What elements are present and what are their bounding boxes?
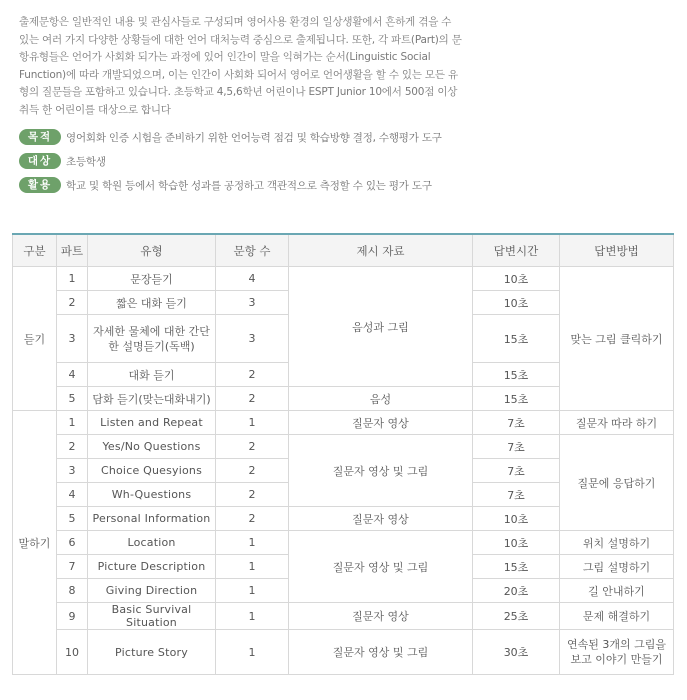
table-row (13, 435, 674, 459)
time-cell: 15초 (473, 363, 560, 387)
purpose-text: 영어회화 인증 시험을 준비하기 위한 언어능력 점검 및 학습방향 결정, 수행평가 도구 (66, 131, 442, 144)
method-cell: 길 안내하기 (560, 579, 674, 603)
header-category: 구분 (13, 234, 57, 267)
method-cell: 맞는 그림 클릭하기 (560, 267, 674, 411)
time-cell: 20초 (473, 579, 560, 603)
purpose-badge: 목적 (19, 129, 61, 145)
header-count: 문항 수 (216, 234, 289, 267)
count-cell: 2 (216, 483, 289, 507)
time-cell: 7초 (473, 459, 560, 483)
target-row (19, 152, 679, 170)
count-cell: 1 (216, 531, 289, 555)
part-cell: 5 (57, 387, 88, 411)
test-info-list (19, 128, 679, 200)
material-cell: 질문자 영상 (289, 507, 473, 531)
time-cell: 7초 (473, 411, 560, 435)
table-row (13, 630, 674, 675)
method-cell: 그림 설명하기 (560, 555, 674, 579)
count-cell: 3 (216, 291, 289, 315)
time-cell: 10초 (473, 531, 560, 555)
count-cell: 1 (216, 630, 289, 675)
count-cell: 1 (216, 555, 289, 579)
material-cell: 음성과 그림 (289, 267, 473, 387)
type-cell: Yes/No Questions (88, 435, 216, 459)
time-cell: 30초 (473, 630, 560, 675)
section-listening: 듣기 (13, 267, 57, 411)
time-cell: 15초 (473, 315, 560, 363)
count-cell: 3 (216, 315, 289, 363)
type-cell: Listen and Repeat (88, 411, 216, 435)
material-cell: 질문자 영상 (289, 603, 473, 630)
time-cell: 15초 (473, 387, 560, 411)
type-cell: 자세한 물체에 대한 간단한 설명듣기(독백) (88, 315, 216, 363)
part-cell: 1 (57, 267, 88, 291)
type-cell: Basic Survival Situation (88, 603, 216, 630)
material-cell: 질문자 영상 및 그림 (289, 531, 473, 603)
material-cell: 음성 (289, 387, 473, 411)
section-speaking: 말하기 (13, 411, 57, 675)
time-cell: 25초 (473, 603, 560, 630)
part-cell: 7 (57, 555, 88, 579)
method-cell: 질문자 따라 하기 (560, 411, 674, 435)
part-cell: 2 (57, 291, 88, 315)
time-cell: 10초 (473, 507, 560, 531)
usage-badge: 활용 (19, 177, 61, 193)
part-cell: 9 (57, 603, 88, 630)
table-row (13, 411, 674, 435)
count-cell: 4 (216, 267, 289, 291)
part-cell: 6 (57, 531, 88, 555)
part-cell: 4 (57, 483, 88, 507)
count-cell: 2 (216, 387, 289, 411)
target-badge: 대상 (19, 153, 61, 169)
table-row (13, 603, 674, 630)
header-part: 파트 (57, 234, 88, 267)
count-cell: 2 (216, 363, 289, 387)
part-cell: 5 (57, 507, 88, 531)
count-cell: 2 (216, 459, 289, 483)
part-cell: 1 (57, 411, 88, 435)
time-cell: 7초 (473, 435, 560, 459)
time-cell: 10초 (473, 267, 560, 291)
type-cell: 짧은 대화 듣기 (88, 291, 216, 315)
table-row (13, 531, 674, 555)
type-cell: Picture Description (88, 555, 216, 579)
part-cell: 8 (57, 579, 88, 603)
method-cell: 위치 설명하기 (560, 531, 674, 555)
type-cell: 문장듣기 (88, 267, 216, 291)
part-cell: 2 (57, 435, 88, 459)
type-cell: Choice Quesyions (88, 459, 216, 483)
table-row (13, 267, 674, 291)
type-cell: 담화 듣기(맞는대화내기) (88, 387, 216, 411)
material-cell: 질문자 영상 및 그림 (289, 435, 473, 507)
count-cell: 2 (216, 435, 289, 459)
type-cell: Wh-Questions (88, 483, 216, 507)
usage-text: 학교 및 학원 등에서 학습한 성과를 공정하고 객관적으로 측정할 수 있는 평가 도구 (66, 179, 432, 192)
header-type: 유형 (88, 234, 216, 267)
time-cell: 7초 (473, 483, 560, 507)
header-material: 제시 자료 (289, 234, 473, 267)
time-cell: 15초 (473, 555, 560, 579)
material-cell: 질문자 영상 (289, 411, 473, 435)
material-cell: 질문자 영상 및 그림 (289, 630, 473, 675)
test-structure-table (12, 233, 674, 675)
method-cell: 문제 해결하기 (560, 603, 674, 630)
type-cell: Giving Direction (88, 579, 216, 603)
intro-paragraph: 출제문항은 일반적인 내용 및 관심사들로 구성되며 영어사용 환경의 일상생활에서 흔하게 겪을 수 있는 여러 가지 다양한 상황들에 대한 언어 대처능력 중심으로 출제됩니다. 또한, 각 파트(Part)의 문항유형들은 언어가 사회화 되가는 과정에 있어 인간이 말을 익혀가는 순서(Linguistic Social Function)에 따라 개발되었으며, 이는 인간이 사회화 되어서 영어로 언어생활을 할 수 있는 모든 유형의 질문들을 포함하고 있습니다. 초등학교 4,5,6학년 어린이나 ESPT Junior 10에서 500점 이상 취득 한 어린이를 대상으로 합니다 (19, 16, 462, 116)
purpose-row (19, 128, 679, 146)
part-cell: 4 (57, 363, 88, 387)
header-method: 답변방법 (560, 234, 674, 267)
part-cell: 3 (57, 459, 88, 483)
usage-row (19, 176, 679, 194)
method-cell: 질문에 응답하기 (560, 435, 674, 531)
type-cell: Location (88, 531, 216, 555)
type-cell: Personal Information (88, 507, 216, 531)
count-cell: 1 (216, 411, 289, 435)
count-cell: 1 (216, 603, 289, 630)
part-cell: 3 (57, 315, 88, 363)
count-cell: 2 (216, 507, 289, 531)
count-cell: 1 (216, 579, 289, 603)
header-time: 답변시간 (473, 234, 560, 267)
time-cell: 10초 (473, 291, 560, 315)
method-cell: 연속된 3개의 그림을 보고 이야기 만들기 (560, 630, 674, 675)
target-text: 초등학생 (66, 155, 106, 168)
type-cell: Picture Story (88, 630, 216, 675)
part-cell: 10 (57, 630, 88, 675)
table-header-row (13, 234, 674, 267)
type-cell: 대화 듣기 (88, 363, 216, 387)
